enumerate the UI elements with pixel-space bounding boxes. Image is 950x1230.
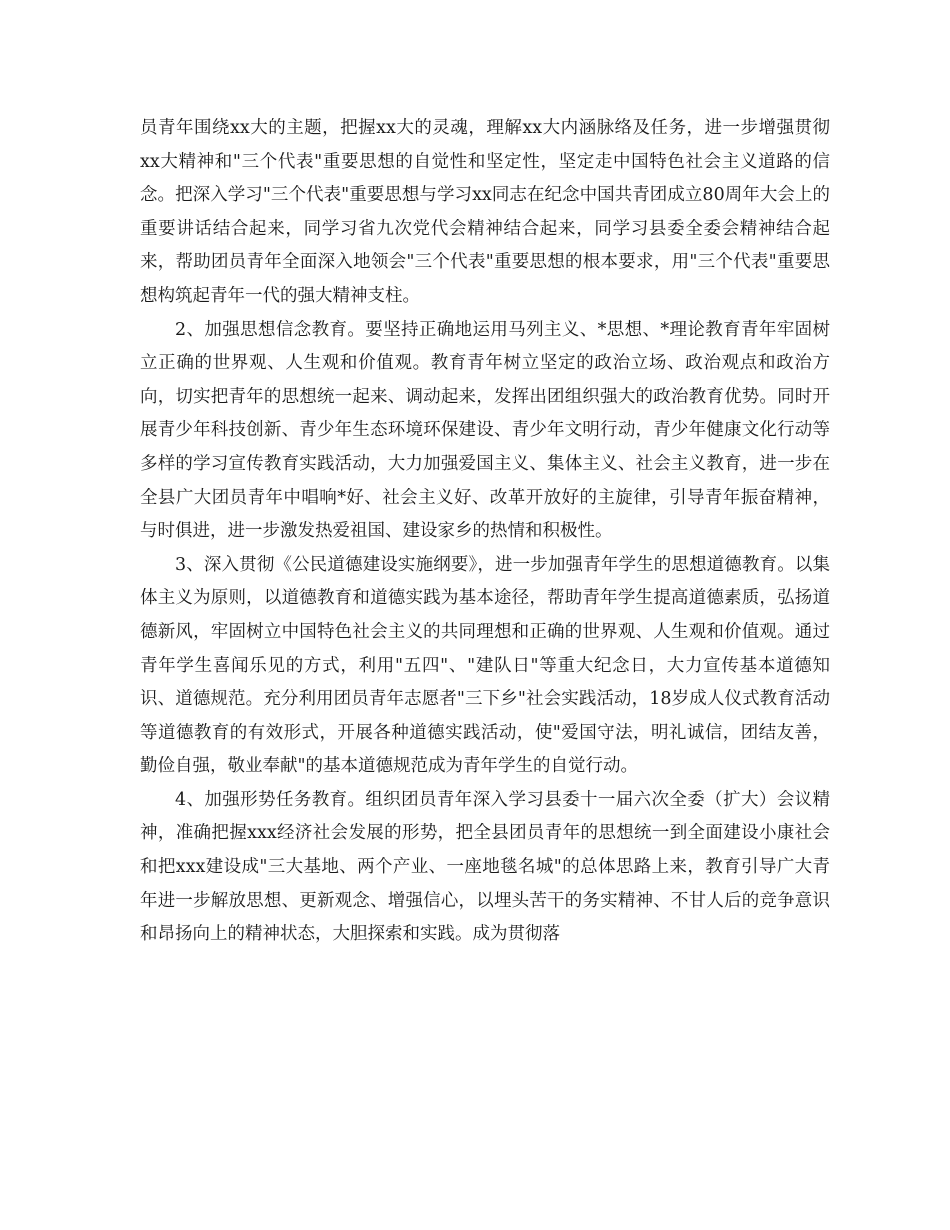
- paragraph-item-3: 3、深入贯彻《公民道德建设实施纲要》，进一步加强青年学生的思想道德教育。以集体主义为原则，以道德教育和道德实践为基本途径，帮助青年学生提高道德素质，弘扬道德新风，牢固树立中国特色社会主义的共同理想和正确的世界观、人生观和价值观。通过青年学生喜闻乐见的方式，利用"五四"、"建队日"等重大纪念日，大力宣传基本道德知识、道德规范。充分利用团员青年志愿者"三下乡"社会实践活动，18岁成人仪式教育活动等道德教育的有效形式，开展各种道德实践活动，使"爱国守法，明礼诚信，团结友善，勤俭自强，敬业奉献"的基本道德规范成为青年学生的自觉行动。: [140, 554, 830, 777]
- document-body: [140, 112, 830, 952]
- paragraph-item-2: 2、加强思想信念教育。要坚持正确地运用马列主义、*思想、*理论教育青年牢固树立正确的世界观、人生观和价值观。教育青年树立坚定的政治立场、政治观点和政治方向，切实把青年的思想统一起来、调动起来，发挥出团组织强大的政治教育优势。同时开展青少年科技创新、青少年生态环境环保建设、青少年文明行动，青少年健康文化行动等多样的学习宣传教育实践活动，大力加强爱国主义、集体主义、社会主义教育，进一步在全县广大团员青年中唱响*好、社会主义好、改革开放好的主旋律，引导青年振奋精神，与时俱进，进一步激发热爱祖国、建设家乡的热情和积极性。: [140, 319, 830, 542]
- paragraph-continuation: 员青年围绕xx大的主题，把握xx大的灵魂，理解xx大内涵脉络及任务，进一步增强贯彻xx大精神和"三个代表"重要思想的自觉性和坚定性，坚定走中国特色社会主义道路的信念。把深入学习"三个代表"重要思想与学习xx同志在纪念中国共青团成立80周年大会上的重要讲话结合起来，同学习省九次党代会精神结合起来，同学习县委全委会精神结合起来，帮助团员青年全面深入地领会"三个代表"重要思想的根本要求，用"三个代表"重要思想构筑起青年一代的强大精神支柱。: [140, 118, 830, 306]
- paragraph-item-4: 4、加强形势任务教育。组织团员青年深入学习县委十一届六次全委（扩大）会议精神，准确把握xxx经济社会发展的形势，把全县团员青年的思想统一到全面建设小康社会和把xxx建设成"三大基地、两个产业、一座地毯名城"的总体思路上来，教育引导广大青年进一步解放思想、更新观念、增强信心，以埋头苦干的务实精神、不甘人后的竞争意识和昂扬向上的精神状态，大胆探索和实践。成为贯彻落: [140, 789, 830, 945]
